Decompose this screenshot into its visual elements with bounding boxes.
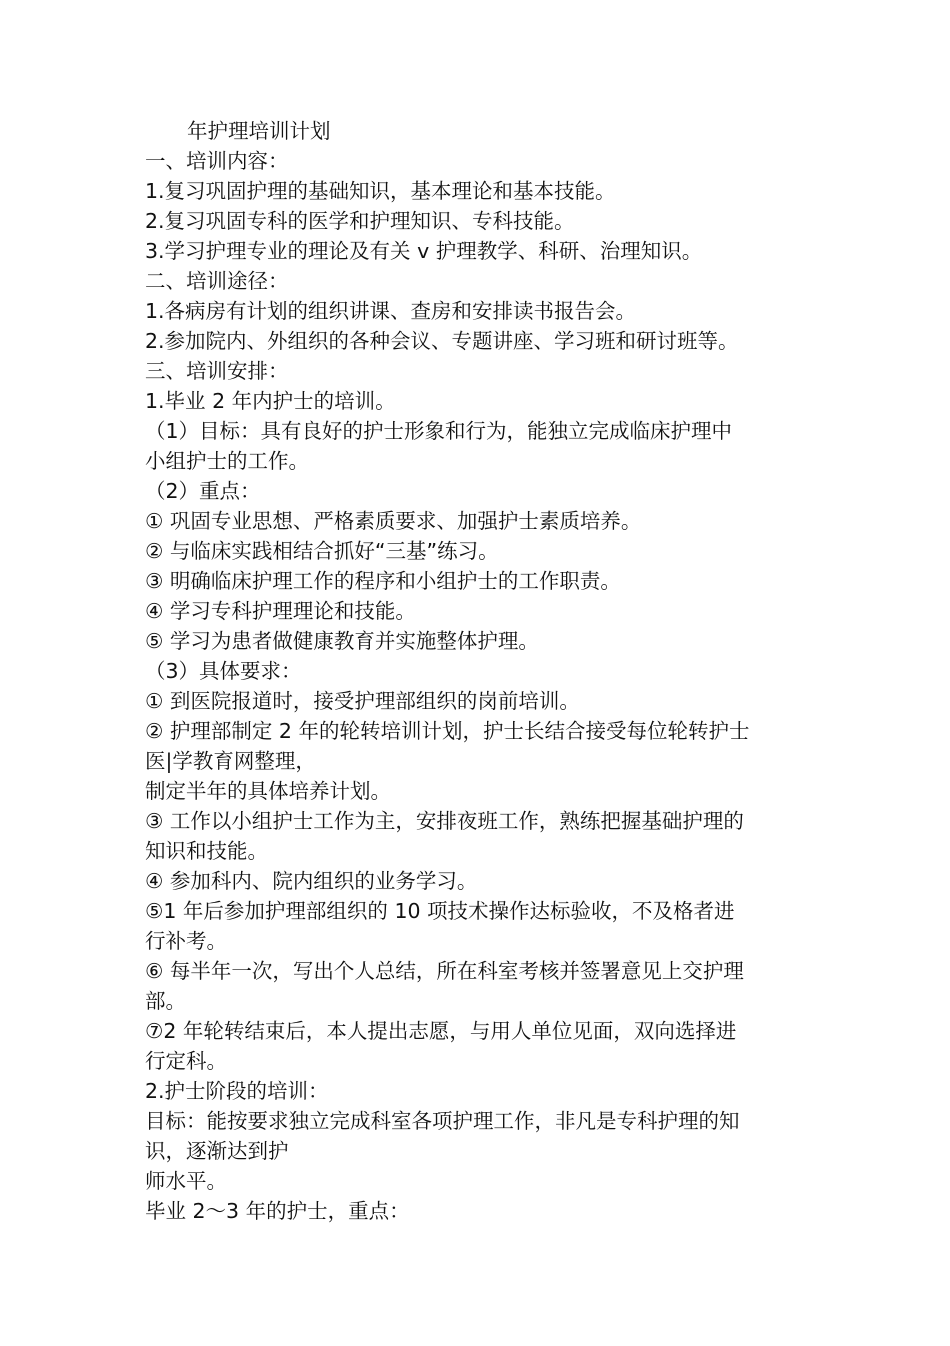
document-title: 年护理培训计划 <box>187 119 331 143</box>
text-line: ④ 学习专科护理理论和技能。 <box>145 599 416 623</box>
text-line: 毕业 2～3 年的护士，重点： <box>145 1199 410 1223</box>
document-lines <box>145 146 815 1226</box>
text-line: 一、培训内容： <box>145 149 289 173</box>
text-line: 三、培训安排： <box>145 359 289 383</box>
text-line: 师水平。 <box>145 1169 227 1193</box>
text-line: 部。 <box>145 989 186 1013</box>
text-line: 2.护士阶段的培训： <box>145 1079 329 1103</box>
text-line: 制定半年的具体培养计划。 <box>145 779 391 803</box>
text-line: ① 巩固专业思想、严格素质要求、加强护士素质培养。 <box>145 509 642 533</box>
text-line: 1.毕业 2 年内护士的培训。 <box>145 389 396 413</box>
text-line: 二、培训途径： <box>145 269 289 293</box>
text-line: （3）具体要求： <box>145 659 302 683</box>
text-line: ② 护理部制定 2 年的轮转培训计划，护士长结合接受每位轮转护士 <box>145 719 750 743</box>
text-line: 小组护士的工作。 <box>145 449 309 473</box>
text-line: 行定科。 <box>145 1049 227 1073</box>
text-line: ④ 参加科内、院内组织的业务学习。 <box>145 869 478 893</box>
text-line: 知识和技能。 <box>145 839 268 863</box>
text-line: ⑤ 学习为患者做健康教育并实施整体护理。 <box>145 629 539 653</box>
text-line: ③ 明确临床护理工作的程序和小组护士的工作职责。 <box>145 569 621 593</box>
text-line: 1.复习巩固护理的基础知识，基本理论和基本技能。 <box>145 179 616 203</box>
text-line: 3.学习护理专业的理论及有关 v 护理教学、科研、治理知识。 <box>145 239 703 263</box>
document-body <box>145 116 815 1226</box>
text-line: ② 与临床实践相结合抓好“三基”练习。 <box>145 539 499 563</box>
text-line: （1）目标：具有良好的护士形象和行为，能独立完成临床护理中 <box>145 419 733 443</box>
text-line: ⑦2 年轮转结束后，本人提出志愿，与用人单位见面，双向选择进 <box>145 1019 737 1043</box>
text-line: 2.复习巩固专科的医学和护理知识、专科技能。 <box>145 209 575 233</box>
text-line: 行补考。 <box>145 929 227 953</box>
text-line: ⑥ 每半年一次，写出个人总结，所在科室考核并签署意见上交护理 <box>145 959 744 983</box>
text-line: ③ 工作以小组护士工作为主，安排夜班工作，熟练把握基础护理的 <box>145 809 744 833</box>
text-line: 目标：能按要求独立完成科室各项护理工作，非凡是专科护理的知 <box>145 1109 740 1133</box>
text-line: （2）重点： <box>145 479 261 503</box>
text-line: 2.参加院内、外组织的各种会议、专题讲座、学习班和研讨班等。 <box>145 329 739 353</box>
text-line: 识，逐渐达到护 <box>145 1139 289 1163</box>
text-line: ⑤1 年后参加护理部组织的 10 项技术操作达标验收，不及格者进 <box>145 899 735 923</box>
text-line: 1.各病房有计划的组织讲课、查房和安排读书报告会。 <box>145 299 637 323</box>
text-line: ① 到医院报道时，接受护理部组织的岗前培训。 <box>145 689 580 713</box>
text-line: 医|学教育网整理， <box>145 749 316 773</box>
